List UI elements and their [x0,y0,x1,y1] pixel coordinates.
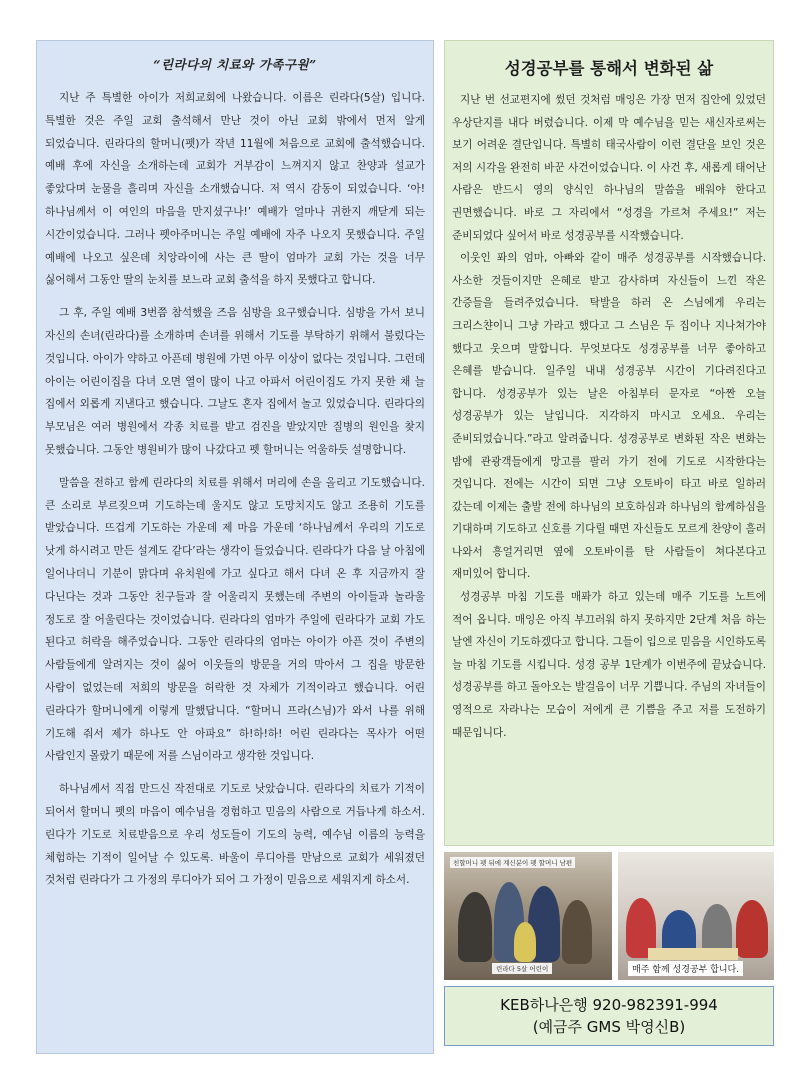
photo-bible-study [618,852,774,980]
right-article-panel [444,40,774,846]
left-article-paragraph: 그 후, 주일 예배 3번쯤 참석했을 즈음 심방을 요구했습니다. 심방을 가서 보니 자신의 손녀(린라다)를 소개하며 손녀를 위해서 기도를 부탁하기 위해서 불렀다는 것입니다. 아이가 약하고 아픈데 병원에 가면 아무 이상이 없다는 것입니다. 그런데 아이는 어린이집을 다녀 오면 열이 많이 나고 아파서 어린이집도 가지 못한 채 늘 집에서 외롭게 지낸다고 했습니다. 그날도 혼자 집에서 놀고 있었습니다. 린라다의 부모님은 여러 병원에서 각종 치료를 받고 검진을 받았지만 질병의 원인을 찾지 못했습니다. 그동안 병원비가 많이 나갔다고 펫 할머니는 억울하듯 설명합니다. [45,307,425,456]
photo2-caption: 매주 함께 성경공부 합니다. [628,961,743,976]
right-article-paragraph: 지난 번 선교편지에 썼던 것처럼 매잉은 가장 먼저 집안에 있었던 우상단지를 내다 버렸습니다. 이제 막 예수님을 믿는 새신자로써는 보기 어려운 결단입니다. 특별히 태국사람이 이런 결단을 보인 것은 저의 시각을 완전히 바꾼 사건이었습니다. 이 사건 후, 새롭게 태어난 사람은 반드시 영의 양식인 하나님의 말씀을 배워야 한다고 권면했습니다. 바로 그 자리에서 “성경을 가르쳐 주세요!” 저는 준비되었다 싶어서 바로 성경공부를 시작했습니다. [452,94,766,242]
photo1-caption-top: 친할머니 펫 뒤에 계신분이 펫 할머니 남편 [450,857,575,868]
photo1-caption-bottom: 린라다 5살 어린이 [492,963,552,974]
bank-account-number: KEB하나은행 920-982391-994 [500,996,718,1014]
left-article-paragraph: 지난 주 특별한 아이가 저희교회에 나왔습니다. 이름은 린라다(5살) 입니다. 특별한 것은 주일 교회 출석해서 만난 것이 아닌 교회 밖에서 먼저 알게 되었습니다. 린라다의 할머니(펫)가 작년 11월에 처음으로 교회에 출석했습니다. 예배 후에 자신을 소개하는데 교회가 거부감이 느껴지지 않고 찬양과 설교가 좋았다며 눈물을 흘리며 자신을 소개했습니다. 저 역시 감동이 되었습니다. ‘아! 하나님께서 이 여인의 마음을 만지셨구나!’ 예배가 얼마나 귀한지 깨닫게 되는 시간이었습니다. 그러나 펫아주머니는 주일 예배에 자주 나오지 못했습니다. 주일 예배에 나오고 싶은데 치앙라이에 사는 큰 딸이 엄마가 교회 가는 것을 너무 싫어해서 그동안 딸의 눈치를 보느라 교회 출석을 하지 못했다고 합니다. [45,92,425,287]
left-article-panel [36,40,434,1054]
photo-prayer-gathering [444,852,612,980]
photo-strip [444,852,774,980]
right-article-paragraph: 성경공부 마침 기도를 매퐈가 하고 있는데 매주 기도를 노트에 적어 옵니다. 매잉은 아직 부끄러워 하지 못하지만 2단계 처음 하는 날엔 자신이 기도하겠다고 합니다. 그들이 입으로 믿음을 시인하도록 늘 마침 기도를 시킵니다. 성경 공부 1단계가 이번주에 끝났습니다. 성경공부를 하고 돌아오는 발걸음이 너무 기쁩니다. 주님의 자녀들이 영적으로 자라나는 모습이 저에게 큰 기쁨을 주고 저를 도전하기 때문입니다. [452,591,766,739]
right-article-paragraph: 이웃인 퐈의 엄마, 아빠와 같이 매주 성경공부를 시작했습니다. 사소한 것들이지만 은혜로 받고 감사하며 자신들이 느낀 작은 간증들을 들려주었습니다. 탁발을 하러 온 스님에게 우리는 크리스챤이니 그냥 가라고 했다고 그 스님은 두 집이나 지나쳐가야 했다고 웃으며 말합니다. 무엇보다도 성경공부를 너무 좋아하고 은혜를 받습니다. 일주일 내내 성경공부 시간이 기다려진다고 합니다. 성경공부가 있는 날은 아침부터 문자로 “아짠 오늘 성경공부가 있는 날입니다. 지각하지 마시고 오세요. 우리는 준비되었습니다.”라고 알려줍니다. 성경공부로 변화된 작은 변화는 밤에 관광객들에게 망고를 팔러 가기 전에 기도로 시작한다는 것입니다. 전에는 시간이 되면 그냥 오토바이 타고 바로 일하러 갔는데 이제는 출발 전에 하나님의 보호하심과 하나님의 함께하심을 기대하며 기도하고 신호를 기다릴 때면 자신들도 모르게 찬양이 흘러 나와서 흥얼거리면 옆에 오토바이를 탄 사람들이 쳐다본다고 재미있어 합니다. [452,252,766,581]
left-article-paragraph: 하나님께서 직접 만드신 작전대로 기도로 낫았습니다. 린라다의 치료가 기적이 되어서 할머니 펫의 마음이 예수님을 경험하고 믿음의 사람으로 거듭나게 하소서. 린다가 기도로 치료받음으로 우리 성도들이 기도의 능력, 예수님 이름의 능력을 체험하는 기적이 일어날 수 있도록. 바울이 루디아를 만남으로 교회가 세워졌던 것처럼 린라다가 그 가정의 루디아가 되어 그 가정이 믿음으로 세워지게 하소서. [45,783,425,887]
bank-account-box [444,986,774,1046]
left-article-paragraph: 말씀을 전하고 함께 린라다의 치료를 위해서 머리에 손을 올리고 기도했습니다. 큰 소리로 부르짖으며 기도하는데 울지도 않고 도망치지도 않고 조용히 기도를 받았습니다. 뜨겁게 기도하는 가운데 제 마음 가운데 ‘하나님께서 우리의 기도로 낫게 하시려고 만든 설계도 같다’라는 생각이 들었습니다. 린라다가 다음 날 아침에 일어나더니 기분이 맑다며 유치원에 가고 싶다고 해서 다녀 온 후 지금까지 잘 다닌다는 것과 그동안 친구들과 잘 어울리지 못했는데 주변의 아이들과 놀라울 정도로 잘 어울린다는 것이었습니다. 린라다의 엄마가 주일에 린라다가 교회 가도 된다고 허락을 해주었습니다. 그동안 린라다의 엄마는 아이가 아픈 것이 주변의 사람들에게 알려지는 것이 싫어 이웃들의 방문을 거의 막아서 그 집을 방문한 사람이 없었는데 저희의 방문을 허락한 것 자체가 기적이라고 했습니다. 어린 린라다가 할머니에게 이렇게 말했답니다. “할머니 프라(스님)가 와서 나를 위해 기도해 줘서 제가 하나도 안 아파요” 하!하!하! 어린 린라다는 목사가 어떤 사람인지 몰랐기 때문에 저를 스님이라고 생각한 것입니다. [45,476,425,763]
left-article-title: “린라다의 치료와 가족구원” [153,57,317,72]
bank-account-holder: (예금주 GMS 박영신B) [532,1018,686,1036]
right-article-title: 성경공부를 통해서 변화된 삶 [504,59,714,78]
